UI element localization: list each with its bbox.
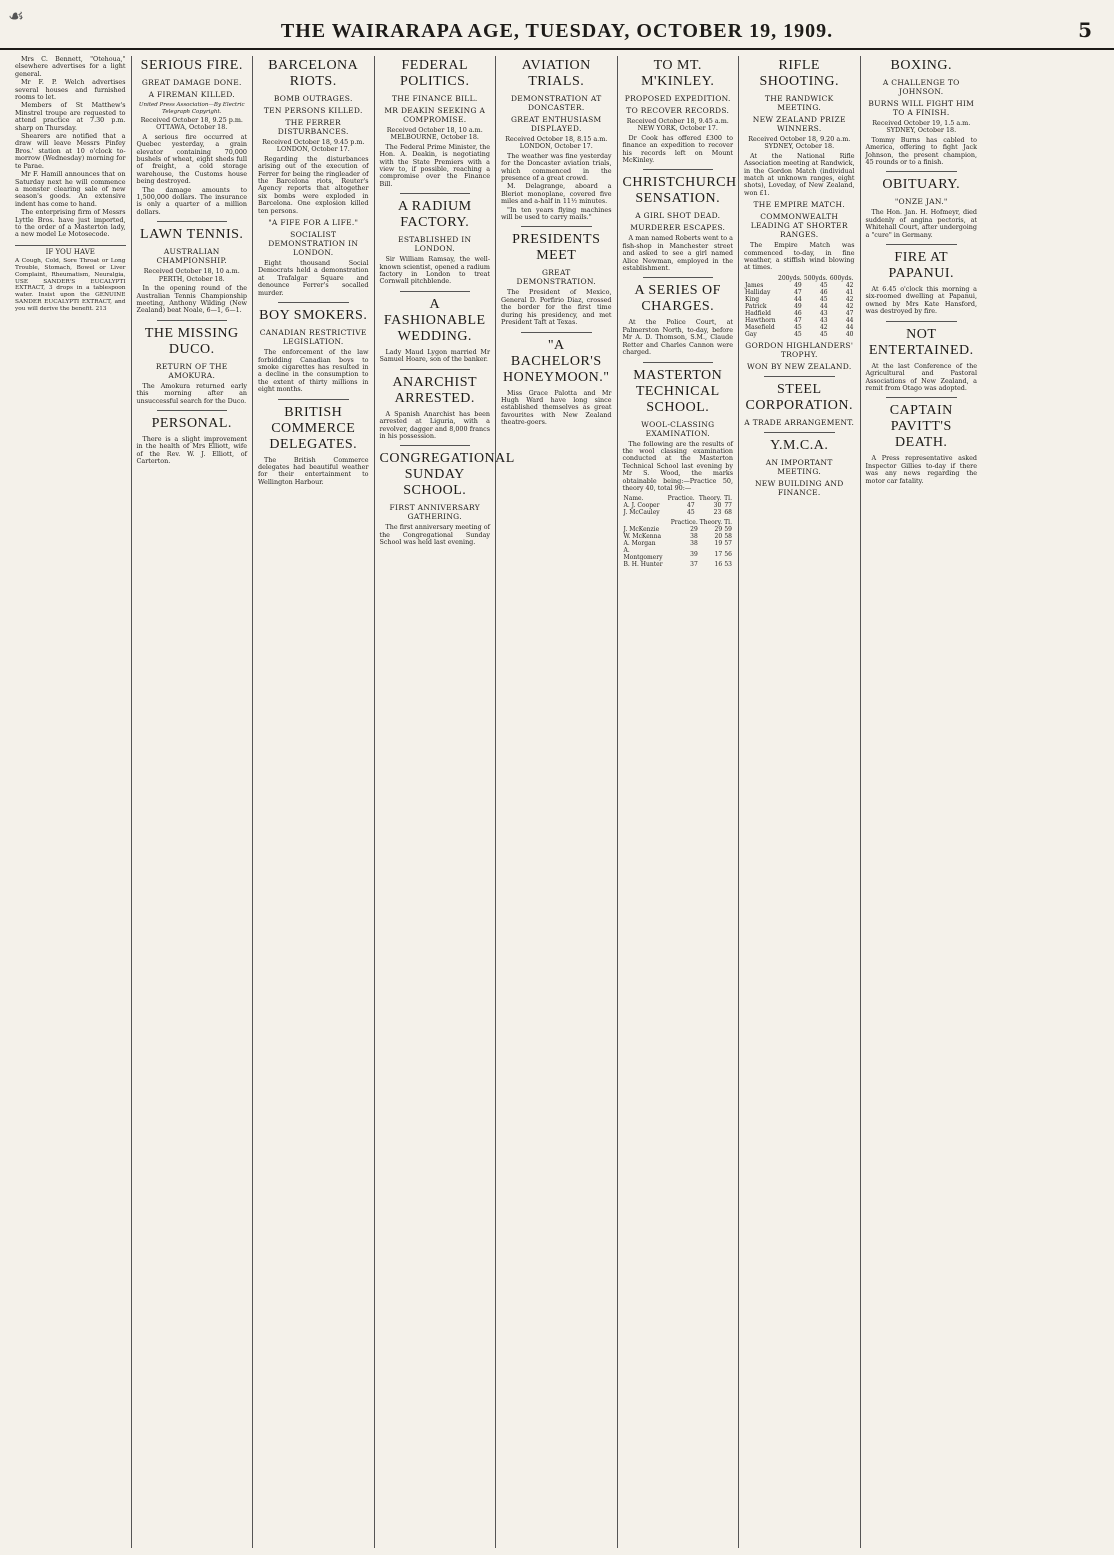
article-paragraph: The weather was fine yesterday for the Doncaster aviation trials, which commenced in the presence of a great crowd. — [501, 151, 612, 183]
column-aviation-trials — [496, 56, 618, 1548]
local-paragraph: Shearers are notified that a draw will leave Messrs Pinfey Bros.' station at 10 o'clock to-morrow (Wednesday) morning for te Parae. — [15, 132, 126, 170]
article-headline: BRITISH COMMERCE DELEGATES. — [269, 404, 358, 452]
article-paragraph: The following are the results of the wool classing examination conducted at the Masterton Technical School last evening by Mr S. Wood, the marks obtainable being:—Practice 50, theory 40, total 90:— — [622, 439, 733, 492]
article-subhead: A CHALLENGE TO JOHNSON. — [882, 78, 960, 96]
exam-results-table — [623, 495, 734, 516]
masthead — [0, 0, 1114, 50]
column-federal-politics — [375, 56, 515, 1548]
article-paragraph: Lady Maud Lygon married Mr Samuel Hoare, son of the banker. — [379, 347, 490, 364]
table-header-row: Name. Practice. Theory. Tl. — [623, 495, 732, 503]
article-subhead: "ONZE JAN." — [894, 197, 948, 207]
ornament-icon: ☙ — [8, 6, 25, 27]
newspaper-title: THE WAIRARAPA AGE, TUESDAY, OCTOBER 19, 1909. — [280, 20, 834, 42]
article-subhead: PROPOSED EXPEDITION. — [624, 94, 731, 103]
dateline: Received October 18, 10 a.m. MELBOURNE, October 18. — [386, 126, 483, 142]
article-paragraph: Dr Cook has offered £300 to finance an expedition to recover his records left on Mount McKinley. — [622, 133, 733, 165]
article-headline: AVIATION TRIALS. — [521, 58, 591, 89]
article-paragraph: Sir William Ramsay, the well-known scientist, opened a radium factory in London to treat Cornwall pitchblende. — [379, 255, 490, 286]
divider — [400, 369, 471, 370]
article-subhead: GORDON HIGHLANDERS' TROPHY. — [745, 340, 854, 359]
article-paragraph: At 6.45 o'clock this morning a six-roomed dwelling at Papanui, owned by Mrs Kate Hansford, was destroyed by fire. — [865, 285, 977, 316]
article-headline: PRESIDENTS MEET — [512, 232, 601, 264]
table-row: Hawthorn 47 43 44 — [745, 316, 854, 324]
divider — [886, 171, 958, 172]
column-barcelona-riots — [253, 56, 375, 1548]
article-headline: BOY SMOKERS. — [259, 308, 368, 324]
article-subhead: A FIREMAN KILLED. — [148, 90, 235, 99]
article-subhead: A TRADE ARRANGEMENT. — [744, 417, 855, 427]
article-paragraph: M. Delagrange, aboard a Bleriot monoplane, covered five miles and a-half in 11½ minutes. — [501, 182, 612, 206]
article-subhead: WON BY NEW ZEALAND. — [746, 361, 852, 371]
article-subhead: TO RECOVER RECORDS. — [626, 106, 730, 115]
table-row: King 44 45 42 — [745, 295, 854, 303]
article-paragraph: The enforcement of the law forbidding Canadian boys to smoke cigarettes has resulted in a decline in the consumption to the extent of thirty millions in eight months. — [258, 348, 369, 394]
article-headline: FEDERAL POLITICS. — [400, 58, 470, 89]
article-paragraph: The President of Mexico, General D. Porfirio Diaz, crossed the border for the first time during his presidency, and met President Taft at Texas. — [501, 288, 612, 327]
table-row: A. Morgan 38 19 57 — [623, 540, 732, 548]
article-subhead: WOOL-CLASSING EXAMINATION. — [641, 419, 715, 438]
article-paragraph: At the National Rifle Association meeting at Randwick, in the Gordon Match (individual match at unknown ranges, eight shots), Loveday, of New Zealand, won £1. — [744, 151, 855, 197]
shooting-scores-table — [744, 275, 855, 338]
article-paragraph: The Empire Match was commenced to-day, in fine weather, a stiffish wind blowing at times. — [744, 241, 855, 272]
article-subhead: GREAT DAMAGE DONE. — [141, 78, 242, 87]
article-paragraph: A Spanish Anarchist has been arrested at Liguria, with a revolver, dagger and 8,000 francs in his possession. — [379, 409, 490, 440]
article-headline: BOXING. — [890, 58, 952, 73]
local-paragraph: Mrs C. Bennett, "Otehoua," elsewhere advertises for a light general. — [15, 55, 126, 78]
table-row: Patrick 49 44 42 — [745, 302, 854, 310]
article-paragraph: A man named Roberts went to a fish-shop in Manchester street and asked to see a girl named Alice Newman, employed in the establishment. — [622, 234, 733, 273]
column-serious-fire — [132, 56, 254, 1548]
article-headline: CONGREGATIONAL SUNDAY SCHOOL. — [379, 451, 515, 499]
table-row: Masefield 45 42 44 — [745, 323, 854, 331]
page-number: 5 — [1078, 18, 1092, 42]
article-headline: CAPTAIN PAVITT'S DEATH. — [889, 403, 953, 451]
article-paragraph: At the Police Court, at Palmerston North, to-day, before Mr A. D. Thomson, S.M., Claude Retter and Charles Cannon were charged. — [622, 318, 733, 357]
divider — [643, 277, 714, 278]
article-subhead: THE EMPIRE MATCH. — [753, 200, 846, 210]
dateline: Received October 19, 1.5 a.m. SYDNEY, October 18. — [872, 119, 971, 135]
table-header-row: Practice. Theory. Tl. — [670, 519, 732, 527]
divider — [278, 302, 349, 303]
dateline: Received October 18, 9.45 a.m. NEW YORK, October 17. — [626, 117, 729, 133]
table-row: James 49 45 42 — [745, 281, 854, 289]
table-row: Gay 45 45 40 — [745, 330, 854, 338]
divider — [886, 244, 958, 245]
article-subhead: NEW ZEALAND PRIZE WINNERS. — [752, 115, 846, 133]
advertisement — [15, 245, 126, 313]
article-headline: "A BACHELOR'S HONEYMOON." — [503, 337, 610, 385]
divider — [643, 169, 714, 170]
article-paragraph: The Federal Prime Minister, the Hon. A. Deakin, is negotiating with the State Premiers with a view to, if possible, reaching a compromise over the Finance Bill. — [379, 142, 490, 188]
table-row: A. Montgomery 39 17 56 — [623, 547, 732, 562]
article-subhead: MR DEAKIN SEEKING A COMPROMISE. — [384, 106, 486, 124]
divider — [764, 376, 835, 377]
table-header-row: 200yds. 500yds. 600yds. — [778, 274, 854, 282]
article-subhead: RETURN OF THE AMOKURA. — [155, 361, 228, 380]
article-headline: ANARCHIST ARRESTED. — [392, 374, 478, 406]
article-subhead: THE FERRER DISTURBANCES. — [277, 118, 349, 136]
article-paragraph: Regarding the disturbances arising out of the execution of Ferrer for being the ringleader of the Barcelona riots, Reuter's Agency reports that altogether six bombs were exploded in Barcelona. One explosion killed ten persons. — [258, 154, 369, 215]
article-paragraph: The British Commerce delegates had beautiful weather for their entertainment to Wellington Harbour. — [258, 455, 369, 486]
article-headline: A FASHIONABLE WEDDING. — [383, 296, 486, 344]
dateline: Received October 18, 10 a.m. PERTH, October 18. — [143, 267, 240, 283]
article-headline: RIFLE SHOOTING. — [759, 58, 840, 89]
divider — [400, 445, 471, 446]
table-row: Hadfield 46 43 47 — [745, 309, 854, 317]
article-paragraph: The Amokura returned early this morning after an unsuccessful search for the Duco. — [136, 381, 247, 405]
divider — [886, 321, 958, 322]
article-paragraph: The first anniversary meeting of the Congregational Sunday School was held last evening. — [379, 523, 490, 547]
article-paragraph: There is a slight improvement in the health of Mrs Elliott, wife of the Rev. W. J. Elliott, of Carterton. — [136, 434, 247, 466]
exam-results-table — [623, 519, 734, 568]
article-subhead: SOCIALIST DEMONSTRATION IN LONDON. — [268, 230, 359, 258]
local-paragraph: The enterprising firm of Messrs Lyttle Bros. have just imported, to the order of a Masterton lady, a new model Le Motosecode. — [15, 208, 126, 239]
article-subhead: GREAT DEMONSTRATION. — [516, 268, 596, 287]
local-paragraph: Members of St Matthew's Minstrel troupe are requested to attend practice at 7.30 p.m. sharp on Thursday. — [15, 101, 126, 132]
column-rifle-shooting — [739, 56, 861, 1548]
dateline: Received October 18, 9.20 a.m. SYDNEY, October 18. — [748, 135, 851, 151]
article-subhead: A GIRL SHOT DEAD. — [635, 211, 721, 221]
article-paragraph: The damage amounts to 1,500,000 dollars. The insurance is only a quarter of a million dollars. — [136, 185, 247, 216]
article-headline: STEEL CORPORATION. — [745, 381, 853, 413]
article-headline: A SERIES OF CHARGES. — [634, 283, 721, 315]
column-mckinley — [618, 56, 740, 1548]
table-row: Halliday 47 46 41 — [745, 288, 854, 296]
article-headline: OBITUARY. — [882, 177, 961, 193]
article-subhead: AUSTRALIAN CHAMPIONSHIP. — [156, 247, 228, 266]
divider — [157, 320, 228, 321]
wire-credit: United Press Association—By Electric Telegraph Copyright. — [138, 102, 245, 115]
article-headline: SERIOUS FIRE. — [140, 58, 243, 73]
article-subhead: FIRST ANNIVERSARY GATHERING. — [389, 503, 480, 522]
divider — [400, 193, 471, 194]
divider — [643, 362, 714, 363]
local-paragraph: Mr F. P. Welch advertises several houses and furnished rooms to let. — [15, 78, 126, 102]
article-headline: LAWN TENNIS. — [140, 227, 244, 243]
article-headline: A RADIUM FACTORY. — [397, 199, 472, 231]
article-paragraph: Miss Grace Palotta and Mr Hugh Ward have long since established themselves as great favourites with New Zealand theatre-goers. — [501, 388, 612, 427]
article-headline: NOT ENTERTAINED. — [868, 326, 974, 358]
article-subhead: COMMONWEALTH LEADING AT SHORTER RANGES. — [750, 212, 848, 240]
divider — [886, 397, 958, 398]
divider — [157, 221, 228, 222]
divider — [764, 432, 835, 433]
divider — [278, 399, 349, 400]
article-subhead: THE FINANCE BILL. — [391, 94, 478, 103]
article-subhead: "A FIFE FOR A LIFE." — [268, 218, 359, 228]
divider — [157, 410, 228, 411]
article-subhead: THE RANDWICK MEETING. — [764, 94, 834, 112]
table-row: B. H. Hunter 37 16 53 — [623, 561, 732, 569]
article-subhead: NEW BUILDING AND FINANCE. — [754, 478, 844, 497]
article-paragraph: "In ten years flying machines will be used to carry mails." — [501, 205, 612, 222]
article-paragraph: In the opening round of the Australian Tennis Championship meeting, Anthony Wilding (New Zealand) beat Noale, 6—1, 6—1. — [136, 284, 247, 315]
column-boxing — [861, 56, 983, 1548]
article-paragraph: A serious fire occurred at Quebec yesterday, a grain elevator containing 70,000 bushels of wheat, eight sheds full of freight, a cold storage warehouse, the Customs house being destroyed. — [136, 132, 247, 186]
article-subhead: DEMONSTRATION AT DONCASTER. — [510, 94, 602, 112]
article-subhead: BURNS WILL FIGHT HIM TO A FINISH. — [868, 99, 975, 117]
newspaper-columns — [10, 56, 1104, 1548]
table-row: A. J. Cooper 47 30 77 — [623, 502, 732, 510]
article-paragraph: A Press representative asked Inspector Gillies to-day if there was any news regarding the motor car fatality. — [865, 454, 977, 485]
article-headline: FIRE AT PAPANUI. — [888, 250, 955, 282]
dateline: Received October 18, 9.45 p.m. LONDON, October 17. — [262, 138, 365, 154]
table-row: J. McCauley 45 23 68 — [623, 509, 732, 517]
article-subhead: GREAT ENTHUSIASM DISPLAYED. — [510, 115, 602, 133]
article-headline: BARCELONA RIOTS. — [268, 58, 359, 89]
article-subhead: MURDERER ESCAPES. — [630, 223, 726, 233]
article-paragraph: Eight thousand Social Democrats held a demonstration at Trafalgar Square and denounce Ferrer's socalled murder. — [258, 259, 369, 297]
article-headline: PERSONAL. — [151, 415, 232, 431]
table-row: J. McKenzie 29 29 59 — [623, 526, 732, 534]
local-paragraph: Mr F. Hamill announces that on Saturday next he will commence a monster clearing sale of new season's goods. An extensive indent has come to hand. — [15, 170, 126, 208]
article-subhead: CANADIAN RESTRICTIVE LEGISLATION. — [259, 328, 367, 347]
article-paragraph: The Hon. Jan. H. Hofmeyr, died suddenly of angina pectoris, at Whitehall Court, after undergoing a "cure" in Germany. — [865, 208, 977, 239]
divider — [521, 226, 592, 227]
table-row: W. McKenna 38 20 58 — [623, 533, 732, 541]
article-headline: TO MT. M'KINLEY. — [641, 58, 715, 89]
ad-heading: IF YOU HAVE — [45, 247, 95, 256]
article-headline: THE MISSING DUCO. — [144, 325, 239, 357]
dateline: Received October 18, 8.15 a.m. LONDON, October 17. — [505, 135, 608, 151]
article-subhead: BOMB OUTRAGES. — [273, 94, 353, 103]
article-headline: Y.M.C.A. — [770, 437, 829, 453]
column-local-news — [10, 56, 132, 1548]
article-paragraph: At the last Conference of the Agricultural and Pastoral Associations of New Zealand, a remit from Otago was adopted. — [865, 361, 977, 392]
ad-text: A Cough, Cold, Sore Throat or Long Trouble, Stomach, Bowel or Liver Complaint, Rheumatism, Neuralgia, USE SANDER'S EUCALYPTI EXTRACT, 3 drops in a tablespoon water. Insist upon the GENUINE SANDER EUCALYPTI EXTRACT, and you will derive the benefit. 213 — [15, 258, 126, 312]
article-subhead: TEN PERSONS KILLED. — [263, 106, 363, 115]
article-headline: MASTERTON TECHNICAL SCHOOL. — [633, 367, 723, 415]
article-headline: CHRISTCHURCH SENSATION. — [622, 175, 737, 207]
article-paragraph: Tommy Burns has cabled to America, offering to fight Jack Johnson, the present champion, 45 rounds or to a finish. — [865, 135, 977, 167]
divider — [521, 332, 592, 333]
article-subhead: AN IMPORTANT MEETING. — [765, 457, 833, 476]
dateline: Received October 18, 9.25 p.m. OTTAWA, October 18. — [140, 116, 243, 132]
article-subhead: ESTABLISHED IN LONDON. — [398, 235, 472, 254]
divider — [400, 291, 471, 292]
